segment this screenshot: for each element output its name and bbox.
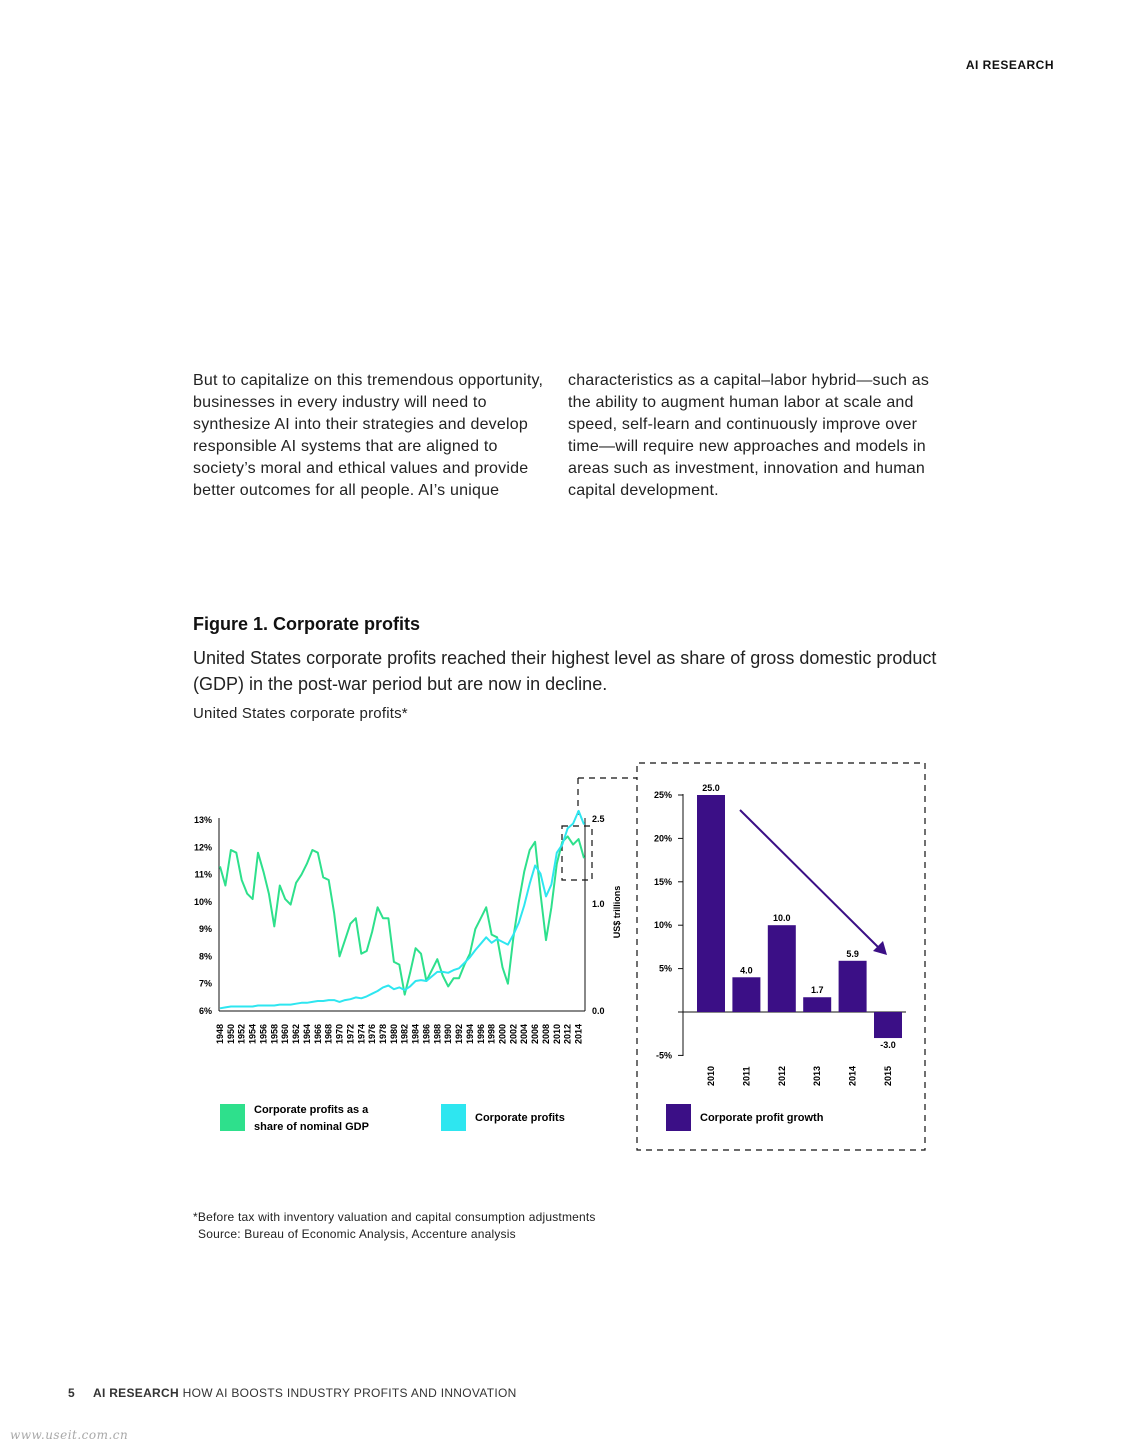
x-tick-label: 1972 — [345, 1023, 356, 1044]
x-tick-label: 2000 — [497, 1023, 508, 1044]
right-axis-label: US$ trillions — [612, 885, 622, 939]
x-tick-label: 2004 — [519, 1023, 530, 1044]
x-tick-label: 2002 — [508, 1023, 519, 1044]
left-tick-label: 12% — [193, 842, 212, 853]
figure-caption: United States corporate profits* — [193, 705, 408, 722]
bar-2015 — [874, 1012, 902, 1038]
bar-data-label: 25.0 — [702, 783, 720, 793]
line-chart — [194, 811, 622, 1044]
bar-y-tick-label: 10% — [653, 920, 672, 931]
section-label: AI RESEARCH — [965, 58, 1054, 72]
x-tick-label: 2012 — [562, 1023, 573, 1044]
x-tick-label: 1954 — [247, 1023, 258, 1044]
bar-data-label: 4.0 — [740, 965, 753, 976]
x-tick-label: 1966 — [312, 1023, 323, 1044]
bar-y-tick-label: 5% — [658, 963, 672, 974]
left-tick-label: 8% — [198, 951, 212, 962]
x-tick-label: 1980 — [388, 1023, 399, 1044]
x-tick-label: 1982 — [399, 1023, 410, 1044]
trend-arrow-line — [740, 810, 878, 947]
footnote-line-1: *Before tax with inventory valuation and capital consumption adjustments — [193, 1210, 596, 1224]
chart-legend — [220, 1104, 824, 1133]
bar-category-label: 2012 — [776, 1065, 787, 1086]
dashed-frames — [562, 763, 925, 1150]
watermark: www.useit.com.cn — [10, 1428, 129, 1442]
bar-category-label: 2011 — [741, 1066, 752, 1086]
x-tick-label: 1948 — [215, 1023, 225, 1044]
body-text-column-2: characteristics as a capital–labor hybrid—such as the ability to augment human labor at scale and speed, self-learn and continuously improve over time—will require new approaches and models in areas such as investment, innovation and human capital development. — [568, 372, 930, 499]
bar-2012 — [768, 925, 796, 1012]
x-tick-label: 1996 — [475, 1023, 486, 1044]
bar-data-label: 10.0 — [773, 913, 791, 924]
x-tick-label: 1986 — [421, 1023, 432, 1044]
page-number: 5 — [68, 1386, 75, 1400]
x-tick-label: 2006 — [530, 1023, 541, 1044]
bar-2014 — [839, 961, 867, 1012]
legend-swatch-growth — [666, 1104, 691, 1131]
x-tick-label: 1994 — [464, 1023, 475, 1044]
left-tick-label: 7% — [198, 978, 212, 989]
bar-2011 — [732, 977, 760, 1012]
bar-category-label: 2013 — [812, 1065, 823, 1086]
bar-y-tick-label: 25% — [653, 790, 672, 800]
x-tick-label: 2014 — [573, 1023, 584, 1044]
bar-y-tick-label: 20% — [653, 833, 672, 844]
figure-title: Figure 1. Corporate profits — [193, 614, 421, 634]
bar-category-label: 2015 — [883, 1065, 893, 1086]
bar-2010 — [697, 795, 725, 1012]
bar-data-label: 1.7 — [810, 985, 824, 996]
bar-data-label: -3.0 — [880, 1040, 896, 1051]
left-tick-label: 9% — [198, 924, 212, 935]
body-text-column-1: But to capitalize on this tremendous opportunity, businesses in every industry will need to synthesize AI into their strategies and develop responsible AI systems that are aligned to society’s moral and ethical values and provide better outcomes for all people. AI’s unique — [193, 372, 544, 499]
x-tick-label: 1960 — [280, 1023, 291, 1044]
bar-category-label: 2010 — [706, 1065, 716, 1086]
x-tick-label: 1992 — [454, 1023, 465, 1044]
legend-swatch-share — [220, 1104, 245, 1131]
series-line-share-of-gdp — [220, 836, 584, 994]
footer-brand: AI RESEARCH — [92, 1386, 179, 1400]
x-tick-label: 1964 — [301, 1023, 312, 1044]
footnote-source: Source: Bureau of Economic Analysis, Accenture analysis — [198, 1227, 516, 1241]
left-tick-label: 11% — [194, 869, 212, 880]
x-tick-label: 1958 — [269, 1023, 280, 1044]
footer-title: HOW AI BOOSTS INDUSTRY PROFITS AND INNOVATION — [182, 1386, 517, 1400]
x-tick-label: 1974 — [356, 1023, 367, 1044]
right-tick-label: 2.5 — [592, 814, 605, 824]
bar-y-tick-label: 15% — [653, 876, 672, 887]
x-tick-label: 1976 — [367, 1023, 378, 1044]
x-tick-label: 1952 — [236, 1023, 247, 1044]
page-footer — [68, 1386, 517, 1400]
bar-y-tick-label: -5% — [655, 1050, 672, 1061]
legend-label-growth: Corporate profit growth — [700, 1112, 824, 1124]
legend-label-share-line-1: Corporate profits as a — [254, 1104, 369, 1116]
x-tick-label: 1998 — [486, 1023, 497, 1044]
x-tick-label: 1970 — [334, 1023, 345, 1044]
x-tick-label: 1984 — [410, 1023, 421, 1044]
right-tick-label: 0.0 — [592, 1006, 605, 1016]
legend-label-share-line-2: share of nominal GDP — [254, 1121, 369, 1133]
bar-data-label: 5.9 — [846, 948, 859, 959]
bar-category-label: 2014 — [847, 1065, 858, 1086]
bar-chart — [654, 783, 906, 1086]
bar-2013 — [803, 997, 831, 1012]
legend-label-profits: Corporate profits — [475, 1112, 565, 1124]
figure-subtitle: United States corporate profits reached their highest level as share of gross domestic product (GDP) in the post-war period but are now in decline. — [193, 648, 937, 694]
x-tick-label: 1950 — [225, 1023, 236, 1044]
left-tick-label: 6% — [198, 1006, 212, 1016]
footnote — [193, 1209, 596, 1243]
x-tick-label: 1962 — [291, 1023, 302, 1044]
x-tick-label: 2010 — [551, 1023, 562, 1044]
x-tick-label: 2008 — [540, 1023, 551, 1044]
right-tick-label: 1.0 — [592, 899, 605, 909]
x-tick-label: 1968 — [323, 1023, 334, 1044]
x-tick-label: 1988 — [432, 1023, 443, 1044]
x-tick-label: 1990 — [443, 1023, 454, 1044]
x-tick-label: 1978 — [377, 1023, 388, 1044]
legend-swatch-profits — [441, 1104, 466, 1131]
left-tick-label: 10% — [193, 896, 212, 907]
left-tick-label: 13% — [193, 815, 212, 825]
x-tick-label: 1956 — [258, 1023, 269, 1044]
